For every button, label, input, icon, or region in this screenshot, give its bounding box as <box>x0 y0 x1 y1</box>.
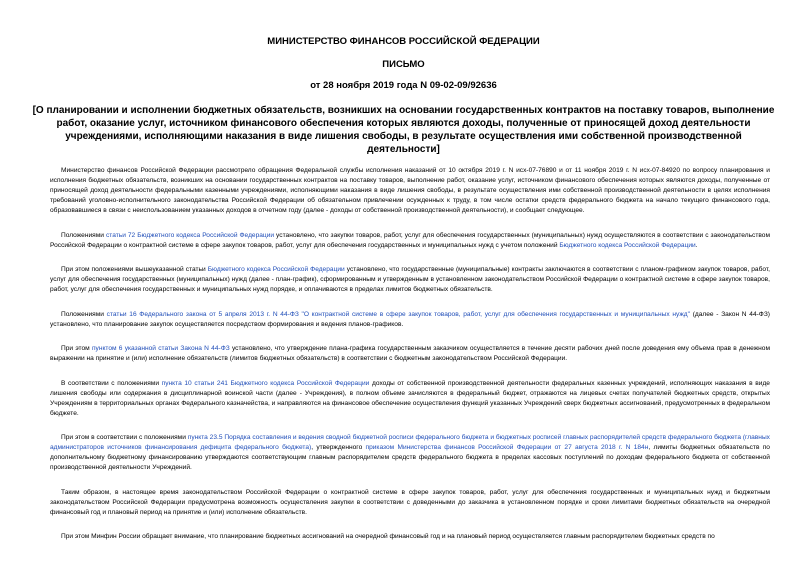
link-budget-code[interactable]: Бюджетного кодекса Российской Федерации <box>559 241 696 249</box>
paragraph-text: . <box>695 241 698 249</box>
paragraph-3 <box>50 265 770 295</box>
paragraph-9: При этом Минфин России обращает внимание, что планирование бюджетных ассигнований на очередной финансовый год и на плановый период осуществляется главным распорядителем бюджетных средств по <box>61 533 715 540</box>
paragraph-5 <box>50 344 770 364</box>
link-budget-code[interactable]: Бюджетного кодекса Российской Федерации <box>207 266 345 273</box>
ministry-title: МИНИСТЕРСТВО ФИНАНСОВ РОССИЙСКОЙ ФЕДЕРАЦИИ <box>267 36 540 47</box>
paragraph-text: Положениями <box>61 231 106 239</box>
paragraph-1: Министерство финансов Российской Федерации рассмотрело обращения Федеральной службы исполнения наказаний от 10 октября 2019 г. N исх-07-76890 и от 11 ноября 2019 г. N исх-07-84920 по вопросу планирования и исполнения бюджетных обязательств, возникших на основании государственных контрактов на поставку товаров, выполнение работ, оказание услуг, источником финансового обеспечения которых являются доходы, полученные от приносящей доход деятельности федеральными казенными учреждениями, исполняющими наказания в виде лишения свободы, в результате осуществления ими собственной производственной деятельности в целях исполнения требований уголовно-исполнительного законодательства Российской Федерации об обязательном привлечении осужденных к труду, в том числе остатки средств федерального бюджета на начало текущего финансового года, образовавшиеся в связи с неиспользованием указанных доходов в отчетном году (далее - доходы от собственной производственной деятельности), и сообщает следующее. <box>50 167 770 214</box>
paragraph-4 <box>50 310 770 330</box>
link-article-72-budget-code[interactable]: статьи 72 Бюджетного кодекса Российской Федерации <box>105 231 275 239</box>
paragraph-text: , утвержденного <box>311 444 366 451</box>
paragraph-text: установлено, что закупки товаров, работ, услуг для обеспечения государственных (муниципальных) нужд осуществляются в соответствии с законодательством Российской Федерации о контрактной системе в сфере закупок товаров, работ, услуг для обеспечения государственных и муниципальных нужд с учетом положений <box>50 231 770 249</box>
link-clause-10-article-241[interactable]: пункта 10 статьи 241 Бюджетного кодекса Российской Федерации <box>161 379 370 387</box>
paragraph-text: , лимиты бюджетных обязательств по дополнительному бюджетному финансированию утверждаются соответствующим главным распорядителем средств федерального бюджета в пределах кассовых поступлений по доходам федерального бюджета от собственной производственной деятельности Учреждений. <box>50 444 770 471</box>
paragraph-text: доходы от собственной производственной деятельности федеральных казенных учреждений, исполняющих наказания в виде лишения свободы или содержания в дисциплинарной воинской части (далее - Учреждения), в полном объеме зачисляются в федеральный бюджет, отражаются на лицевых счетах получателей бюджетных средств, открытых Учреждениям в территориальных органах Федерального казначейства, и направляются на финансовое обеспечение осуществления функций указанных Учреждений сверх бюджетных ассигнований, предусмотренных в федеральном бюджете. <box>50 379 770 417</box>
paragraph-text: (далее - Закон N 44-ФЗ) установлено, что планирование закупок осуществляется посредством формирования и ведения планов-графиков. <box>50 310 770 328</box>
paragraph-text: Положениями <box>61 310 107 318</box>
document-type: ПИСЬМО <box>382 59 425 70</box>
link-clause-6-law-44fz[interactable]: пунктом 6 указанной статьи Закона N 44-ФЗ <box>91 345 230 352</box>
link-article-16-law-44fz[interactable]: статьи 16 Федерального закона от 5 апреля 2013 г. N 44-ФЗ "О контрактной системе в сфере закупок товаров, работ, услуг для обеспечения государственных и муниципальных нужд" <box>106 310 690 318</box>
paragraph-text: В соответствии с положениями <box>61 379 162 387</box>
paragraph-text: установлено, что утверждение плана-графика государственным заказчиком осуществляется в течение десяти рабочих дней после доведения ему объема прав в денежном выражении на принятие и (или) исполнение обязательств (лимитов бюджетных обязательств) в соответствии с бюджетным законодательством Российской Федерации. <box>50 345 771 362</box>
paragraph-2 <box>50 231 770 251</box>
paragraph-7 <box>50 433 770 473</box>
paragraph-text: При этом положениями вышеуказанной статьи <box>61 266 208 273</box>
document-date-number: от 28 ноября 2019 года N 09-02-09/92636 <box>310 80 497 91</box>
paragraph-text: При этом <box>61 345 92 352</box>
link-order-184n[interactable]: приказом Министерства финансов Российской Федерации от 27 августа 2018 г. N 184н <box>365 444 649 451</box>
link-clause-23-5-procedure[interactable]: пункта 23.5 Порядка составления и ведения сводной бюджетной росписи федерального бюджета и бюджетных росписей главных распорядителей средств федерального бюджета (главных администраторов источников финансирования дефицита федерального бюджета) <box>50 434 770 451</box>
document-body <box>50 166 770 557</box>
paragraph-6 <box>50 379 770 419</box>
paragraph-text: При этом в соответствии с положениями <box>61 434 188 441</box>
document-subject: [О планировании и исполнении бюджетных обязательств, возникших на основании государственных контрактов на поставку товаров, выполнение работ, оказание услуг, источником финансового обеспечения которых являются доходы, полученные от приносящей доход деятельности учреждениями, исполняющими наказания в виде лишения свободы, в результате осуществления ими собственной производственной деятельности] <box>32 105 775 155</box>
paragraph-text: установлено, что государственные (муниципальные) контракты заключаются в соответствии с планом-графиком закупок товаров, работ, услуг для обеспечения государственных (муниципальных) нужд (далее - план-график), сформированным и утвержденным в установленном законодательством Российской Федерации о контрактной системе в сфере закупок товаров, работ, услуг для обеспечения государственных и муниципальных нужд порядке, и оплачиваются в пределах лимитов бюджетных обязательств. <box>50 266 771 293</box>
paragraph-8: Таким образом, в настоящее время законодательством Российской Федерации о контрактной системе в сфере закупок товаров, работ, услуг для обеспечения государственных и муниципальных нужд и бюджетным законодательством Российской Федерации предусмотрена возможность осуществления закупки в соответствии с доведенными до заказчика в установленном порядке и сроки лимитами бюджетных обязательств на очередной финансовый год и плановый период на принятие и (или) исполнение обязательств. <box>50 488 770 516</box>
